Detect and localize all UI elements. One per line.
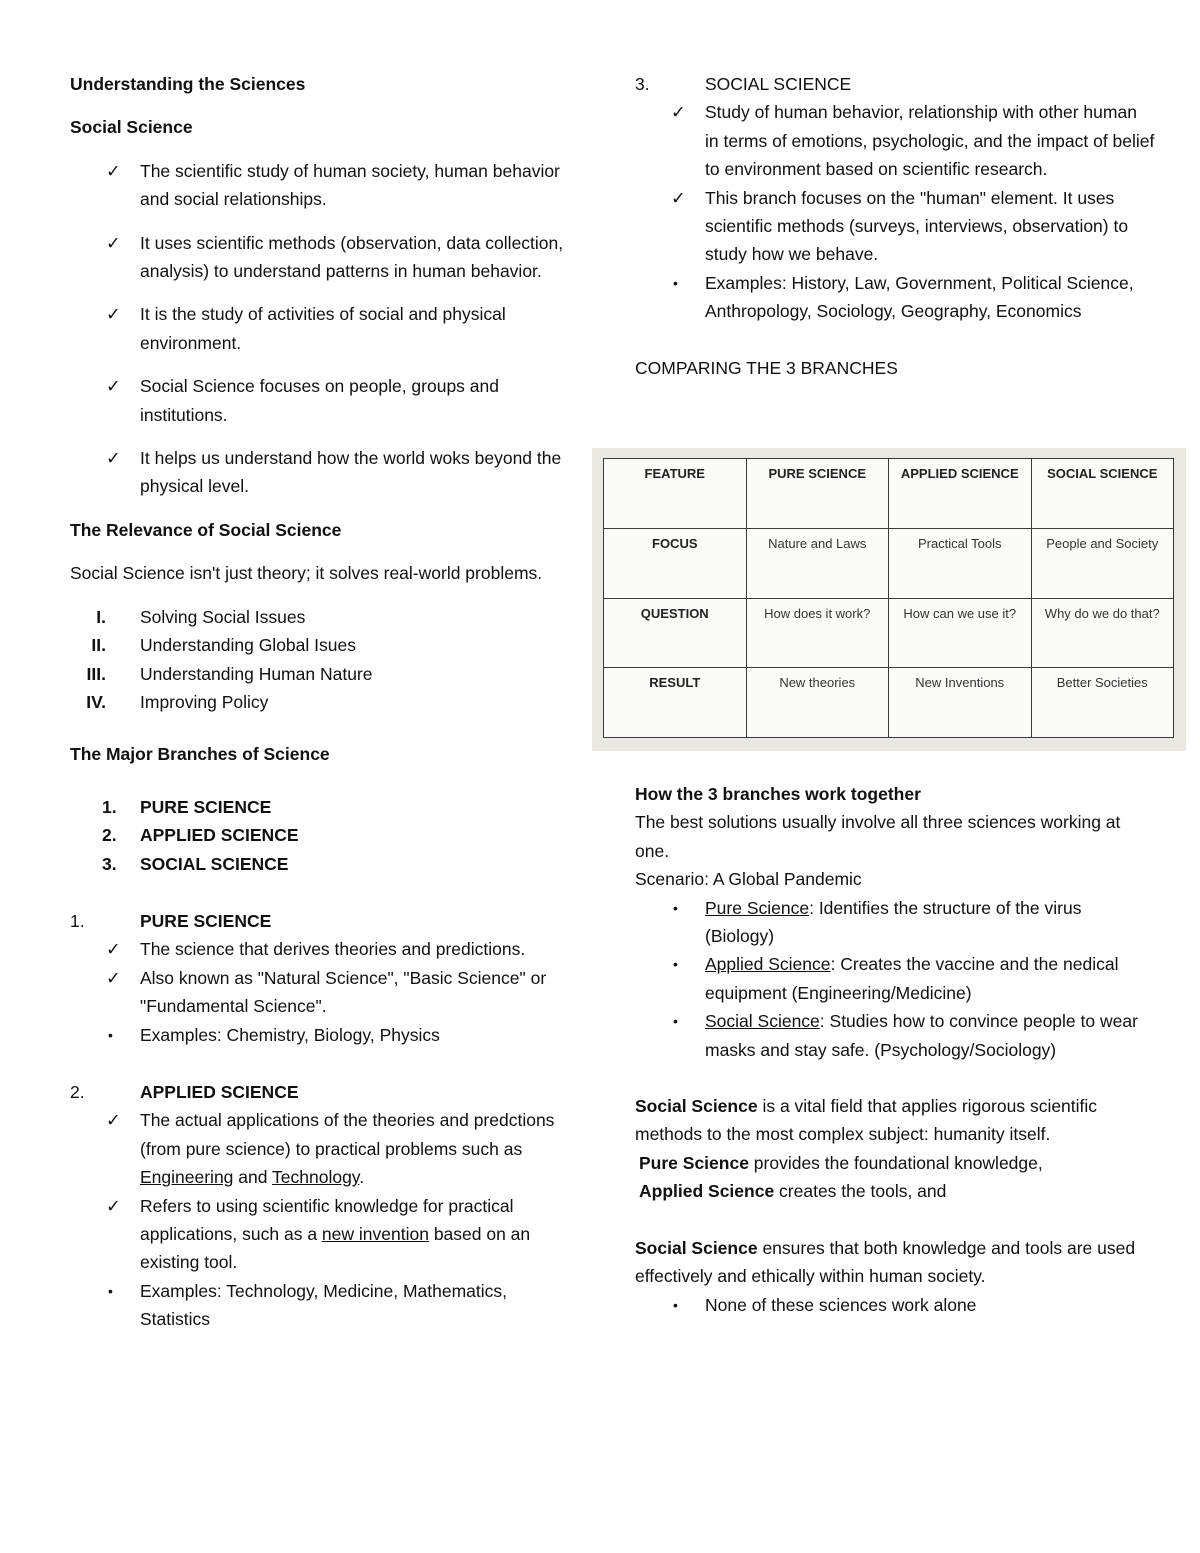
right-column: [635, 70, 1155, 382]
section-title: PURE SCIENCE: [140, 910, 272, 931]
table-cell: Better Societies: [1031, 668, 1174, 738]
section-number: 3.: [635, 74, 650, 94]
list-item: [70, 688, 570, 716]
conclusion-label: Social Science: [635, 1096, 758, 1117]
list-item: [70, 821, 570, 849]
conclusion-label: Applied Science: [639, 1181, 775, 1202]
list-item: [635, 184, 1155, 269]
roman-marker: I.: [96, 606, 106, 627]
bullet-icon: •: [108, 1282, 113, 1299]
checkmark-icon: ✓: [106, 1195, 121, 1216]
social-point-4: Social Science focuses on people, groups and institutions.: [140, 376, 499, 425]
social-section-examples: Examples: History, Law, Government, Political Science, Anthropology, Sociology, Geography, Economics: [705, 272, 1134, 322]
new-invention-term: new invention: [321, 1224, 429, 1244]
scenario-item: Pure Science: Identifies the structure of the virus (Biology): [705, 897, 1082, 947]
table-cell: New theories: [746, 668, 889, 738]
comparison-table: [603, 458, 1174, 738]
applied-science-heading: [70, 1078, 570, 1106]
roman-marker: III.: [86, 663, 106, 684]
compare-heading: COMPARING THE 3 BRANCHES: [635, 357, 898, 378]
checkmark-icon: ✓: [106, 304, 121, 325]
document-title: Understanding the Sciences: [70, 74, 306, 94]
list-item: [70, 964, 570, 1021]
checkmark-icon: ✓: [671, 102, 686, 123]
social-section-point-1: Study of human behavior, relationship with other human in terms of emotions, psychologic, and the impact of belief to environment based on scientific research.: [705, 102, 1155, 180]
social-point-5: It helps us understand how the world woks beyond the physical level.: [140, 448, 562, 497]
left-column: [70, 70, 570, 1334]
checkmark-icon: ✓: [106, 232, 121, 253]
table-header-cell: APPLIED SCIENCE: [889, 459, 1032, 529]
list-item: [635, 98, 1155, 183]
table-row-header: FOCUS: [604, 528, 747, 598]
section-number: 2.: [70, 1081, 85, 1102]
number-marker: 3.: [102, 853, 117, 874]
list-item: [70, 1021, 570, 1049]
engineering-term: Engineering: [140, 1167, 234, 1188]
roman-marker: IV.: [86, 691, 106, 712]
list-item: [70, 300, 570, 357]
conclusion-final: Social Science ensures that both knowledge and tools are used effectively and ethically within human society.: [635, 1237, 1136, 1287]
bullet-icon: •: [673, 274, 678, 291]
section-number: 1.: [70, 910, 85, 931]
scenario-label-applied: Applied Science: [705, 954, 831, 975]
list-item: [70, 935, 570, 963]
social-point-3: It is the study of activities of social and physical environment.: [140, 304, 506, 353]
branch-name: SOCIAL SCIENCE: [140, 853, 289, 874]
pure-examples: Examples: Chemistry, Biology, Physics: [140, 1024, 440, 1045]
together-heading: How the 3 branches work together: [635, 784, 921, 804]
social-point-1: The scientific study of human society, human behavior and social relationships.: [140, 160, 560, 210]
scenario-item: Applied Science: Creates the vaccine and the nedical equipment (Engineering/Medicine): [705, 954, 1119, 1003]
list-item: [635, 1291, 1155, 1319]
scenario-label: Scenario: A Global Pandemic: [635, 869, 862, 890]
social-section-point-2: This branch focuses on the "human" element. It uses scientific methods (surveys, interviews, observation) to study how we behave.: [705, 187, 1129, 265]
conclusion-social: Social Science is a vital field that applies rigorous scientific methods to the most complex subject: humanity itself.: [635, 1096, 1098, 1145]
scenario-label-pure: Pure Science: [705, 897, 810, 918]
relevance-item: Understanding Human Nature: [140, 663, 373, 684]
section-title: APPLIED SCIENCE: [140, 1081, 299, 1102]
table-header-row: [604, 459, 1174, 529]
list-item: [70, 631, 570, 659]
scenario-label-social: Social Science: [705, 1011, 820, 1032]
applied-point-1: The actual applications of the theories and predctions (from pure science) to practical problems such as Engineering and Technology.: [140, 1110, 555, 1188]
table-row: [604, 598, 1174, 668]
list-item: [70, 1277, 570, 1334]
applied-point-2: Refers to using scientific knowledge for practical applications, such as a new invention based on an existing tool.: [140, 1195, 531, 1273]
bullet-icon: •: [673, 956, 678, 973]
bullet-icon: •: [673, 1013, 678, 1030]
checkmark-icon: ✓: [106, 967, 121, 988]
branch-name: PURE SCIENCE: [140, 796, 272, 817]
table-cell: Why do we do that?: [1031, 598, 1174, 668]
social-science-heading: Social Science: [70, 117, 193, 138]
table-cell: How can we use it?: [889, 598, 1032, 668]
checkmark-icon: ✓: [106, 939, 121, 960]
section-title: SOCIAL SCIENCE: [705, 74, 852, 94]
conclusion-label: Pure Science: [639, 1152, 749, 1173]
list-item: [70, 850, 570, 878]
table-row-header: QUESTION: [604, 598, 747, 668]
list-item: [70, 603, 570, 631]
comparison-table-image: [592, 448, 1186, 751]
conclusion-pure: Pure Science provides the foundational knowledge,: [639, 1152, 1043, 1173]
list-item: [635, 269, 1155, 326]
table-header-cell: FEATURE: [604, 459, 747, 529]
list-item: [70, 229, 570, 286]
list-item: [70, 1192, 570, 1277]
bullet-icon: •: [108, 1026, 113, 1043]
pure-point-2: Also known as "Natural Science", "Basic Science" or "Fundamental Science".: [140, 967, 547, 1017]
roman-marker: II.: [91, 635, 106, 656]
number-marker: 2.: [102, 825, 117, 846]
list-item: [70, 444, 570, 501]
table-cell: How does it work?: [746, 598, 889, 668]
table-cell: Practical Tools: [889, 528, 1032, 598]
list-item: [70, 372, 570, 429]
pure-point-1: The science that derives theories and predictions.: [140, 939, 526, 960]
list-item: [70, 157, 570, 214]
table-cell: New Inventions: [889, 668, 1032, 738]
list-item: [635, 950, 1155, 1007]
branch-name: APPLIED SCIENCE: [140, 825, 299, 846]
checkmark-icon: ✓: [106, 376, 121, 397]
scenario-item: Social Science: Studies how to convince people to wear masks and stay safe. (Psychology/Sociology): [705, 1011, 1138, 1060]
technology-term: Technology: [272, 1167, 360, 1188]
bullet-icon: •: [673, 1296, 678, 1313]
relevance-item: Solving Social Issues: [140, 606, 306, 627]
table-header-cell: SOCIAL SCIENCE: [1031, 459, 1174, 529]
list-item: [635, 1007, 1155, 1064]
right-column-lower: [635, 780, 1155, 1319]
table-row: [604, 528, 1174, 598]
bullet-icon: •: [673, 899, 678, 916]
pure-science-heading: [70, 907, 570, 935]
table-cell: Nature and Laws: [746, 528, 889, 598]
list-item: [70, 660, 570, 688]
checkmark-icon: ✓: [671, 187, 686, 208]
table-row: [604, 668, 1174, 738]
table-cell: People and Society: [1031, 528, 1174, 598]
checkmark-icon: ✓: [106, 160, 121, 181]
relevance-item: Improving Policy: [140, 691, 269, 712]
relevance-item: Understanding Global Isues: [140, 635, 356, 656]
table-header-cell: PURE SCIENCE: [746, 459, 889, 529]
number-marker: 1.: [102, 796, 117, 817]
relevance-heading: The Relevance of Social Science: [70, 519, 342, 540]
social-science-section-heading: [635, 70, 1155, 98]
together-intro: The best solutions usually involve all three sciences working at one.: [635, 812, 1121, 861]
branches-heading: The Major Branches of Science: [70, 744, 330, 765]
applied-examples: Examples: Technology, Medicine, Mathematics, Statistics: [140, 1280, 508, 1330]
table-row-header: RESULT: [604, 668, 747, 738]
social-point-2: It uses scientific methods (observation, data collection, analysis) to understand patterns in human behavior.: [140, 232, 564, 282]
checkmark-icon: ✓: [106, 1110, 121, 1131]
list-item: [70, 1106, 570, 1191]
conclusion-label: Social Science: [635, 1237, 758, 1258]
list-item: [635, 894, 1155, 951]
checkmark-icon: ✓: [106, 448, 121, 469]
list-item: [70, 793, 570, 821]
conclusion-applied: Applied Science creates the tools, and: [639, 1181, 947, 1202]
final-bullet: None of these sciences work alone: [705, 1294, 977, 1315]
relevance-intro: Social Science isn't just theory; it solves real-world problems.: [70, 563, 543, 584]
